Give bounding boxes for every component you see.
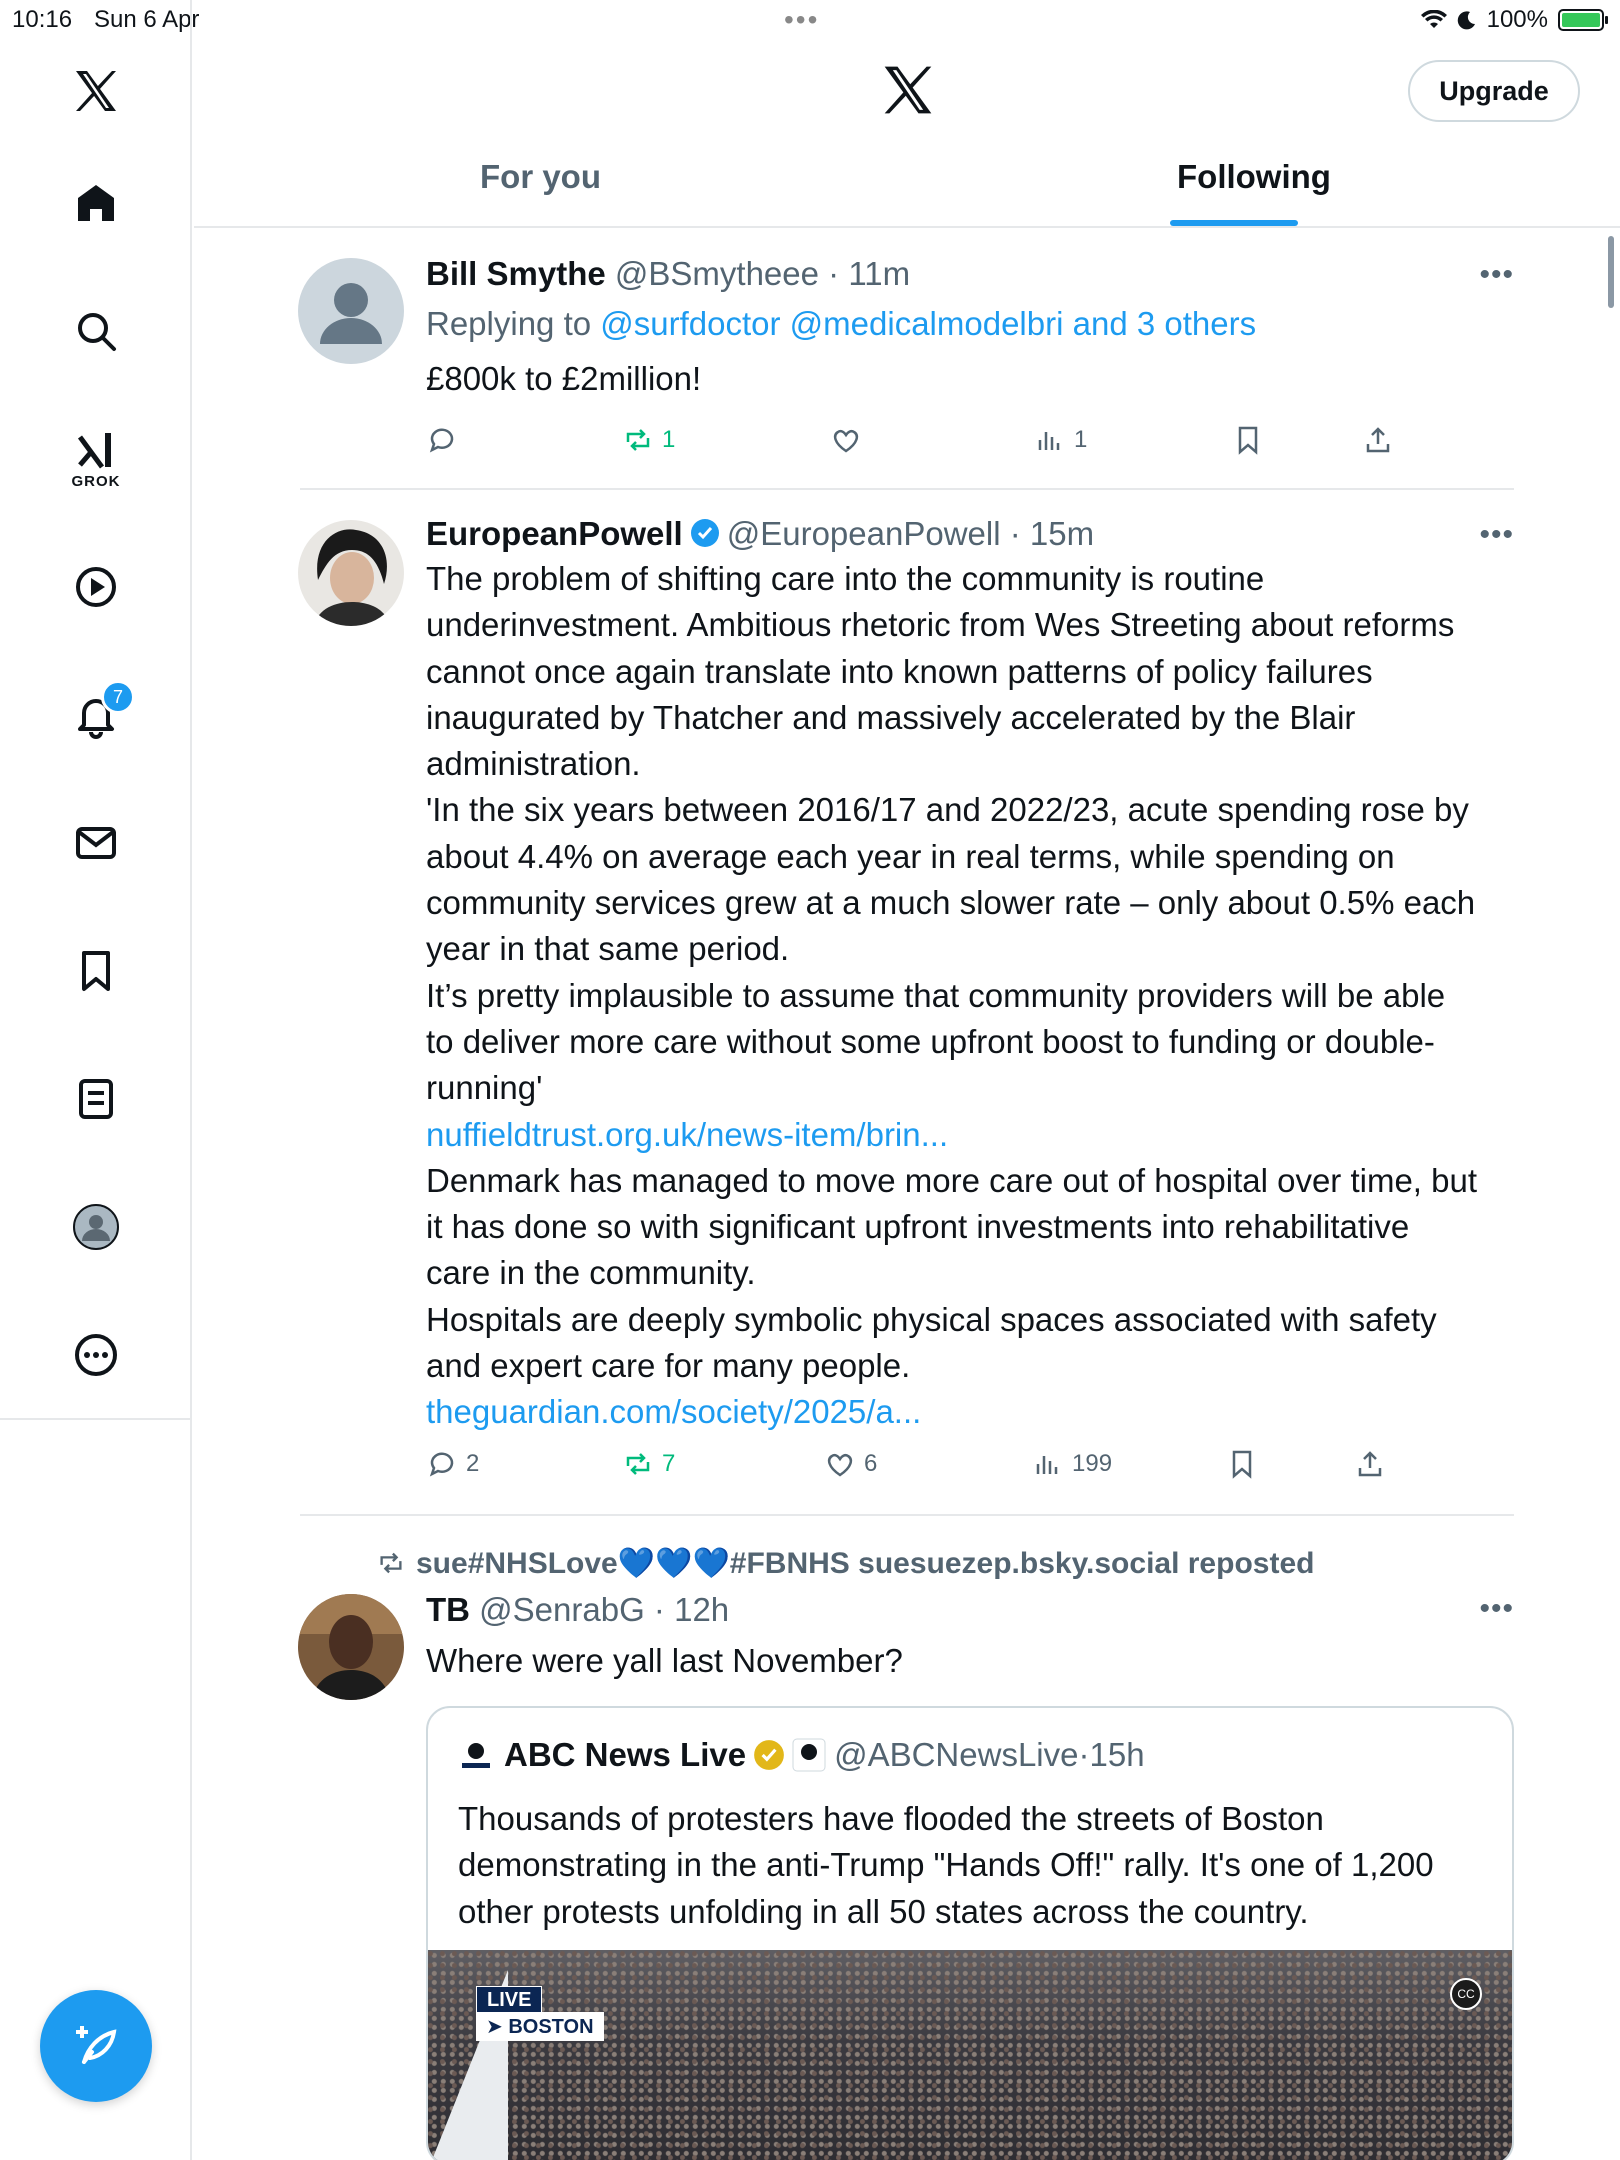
text-line: and expert care for many people. <box>426 1347 911 1385</box>
share-icon <box>1362 424 1394 456</box>
more-icon[interactable] <box>61 1320 131 1390</box>
author-name[interactable]: TB <box>426 1591 470 1628</box>
share-icon <box>1354 1448 1386 1480</box>
text-line: 'In the six years between 2016/17 and 2022/23, acute spending rose by <box>426 791 1469 829</box>
timeline-header <box>194 40 1620 228</box>
repost-icon <box>622 1448 654 1480</box>
repost-button[interactable] <box>622 1448 675 1480</box>
status-indicators <box>1421 6 1604 34</box>
post-meta: Bill Smythe @BSmytheee · 11m <box>426 255 911 292</box>
quote-text <box>458 1796 1488 1935</box>
text-line: inaugurated by Thatcher and massively accelerated by the Blair <box>426 698 1356 736</box>
text-line: to deliver more care without some upfront boost to funding or double- <box>426 1022 1435 1060</box>
avatar[interactable] <box>298 258 404 364</box>
view-count: 199 <box>1072 1450 1113 1477</box>
repost-icon <box>376 1548 406 1578</box>
post-time[interactable]: 15m <box>1029 515 1095 552</box>
more-options-icon[interactable]: ••• <box>1479 258 1514 291</box>
status-time: 10:16 <box>12 6 73 33</box>
views-chart-icon <box>1032 1448 1064 1480</box>
upgrade-button[interactable]: Upgrade <box>1408 60 1580 122</box>
text-line: The problem of shifting care into the community is routine <box>426 560 1265 597</box>
tab-following[interactable]: Following <box>1177 158 1331 195</box>
status-bar <box>0 0 1620 40</box>
repost-count: 7 <box>662 1450 676 1477</box>
heart-icon <box>830 424 862 456</box>
live-badge: LIVE <box>476 1986 542 2015</box>
active-tab-indicator <box>1170 220 1298 226</box>
moon-icon <box>1457 10 1477 30</box>
text-line: other protests unfolding in all 50 states across the country. <box>458 1892 1309 1930</box>
post-time[interactable]: 12h <box>674 1591 730 1628</box>
x-logo-icon <box>880 62 936 123</box>
text-line: community services grew at a much slower rate – only about 0.5% each <box>426 884 1476 922</box>
reply-context <box>426 302 1514 346</box>
battery-icon <box>1558 9 1604 31</box>
grok-icon[interactable] <box>61 416 131 490</box>
text-line: about 4.4% on average each year in real terms, while spending on <box>426 837 1395 875</box>
text-line: administration. <box>426 745 641 783</box>
text-line: running' <box>426 1069 543 1107</box>
views-chart-icon <box>1034 424 1066 456</box>
post-actions <box>426 424 1514 468</box>
abc-news-avatar-icon <box>458 1737 494 1773</box>
quoted-post[interactable] <box>426 1706 1514 2160</box>
bell-icon[interactable] <box>61 680 131 750</box>
post-divider <box>300 488 1514 490</box>
post-bill-smythe[interactable] <box>300 252 1514 472</box>
article-link[interactable]: nuffieldtrust.org.uk/news-item/brin... <box>426 1115 949 1153</box>
reply-prefix: Replying to <box>426 305 592 342</box>
sidebar <box>0 0 192 2160</box>
like-count: 6 <box>864 1450 878 1477</box>
reply-icon <box>426 1448 458 1480</box>
share-button[interactable] <box>1362 424 1394 456</box>
reposted-by[interactable]: sue#NHSLove💙💙💙#FBNHS suesuezep.bsky.social reposted <box>416 1547 1315 1580</box>
location-badge: ➤ BOSTON <box>476 2012 604 2041</box>
share-button[interactable] <box>1354 1448 1386 1480</box>
text-line: year in that same period. <box>426 930 790 968</box>
like-button[interactable] <box>830 424 870 456</box>
grok-label: GROK <box>71 473 121 490</box>
text-line: It’s pretty implausible to assume that community providers will be able <box>426 976 1446 1014</box>
gold-verified-badge-icon <box>752 1738 786 1772</box>
x-logo-icon[interactable] <box>61 56 131 126</box>
quote-author-name[interactable]: ABC News Live <box>504 1736 747 1773</box>
home-icon[interactable] <box>61 168 131 238</box>
text-line: underinvestment. Ambitious rhetoric from Wes Streeting about reforms <box>426 606 1455 644</box>
author-handle[interactable]: @SenrabG <box>479 1591 645 1628</box>
text-line: it has done so with significant upfront investments into rehabilitative <box>426 1208 1410 1246</box>
multitasking-dots-icon[interactable]: ••• <box>784 4 820 35</box>
avatar[interactable] <box>298 520 404 626</box>
author-name[interactable]: Bill Smythe <box>426 255 606 292</box>
quote-author-handle[interactable]: @ABCNewsLive <box>834 1736 1079 1773</box>
scrollbar[interactable] <box>1608 236 1614 308</box>
status-date: Sun 6 Apr <box>94 6 200 33</box>
post-time[interactable]: 11m <box>848 255 911 292</box>
mail-icon[interactable] <box>61 808 131 878</box>
reply-button[interactable] <box>426 1448 479 1480</box>
reply-icon <box>426 424 458 456</box>
post-text <box>426 556 1514 1436</box>
compose-button[interactable] <box>40 1990 152 2102</box>
text-line: Thousands of protesters have flooded the streets of Boston <box>458 1800 1324 1837</box>
bookmark-button[interactable] <box>1232 424 1264 456</box>
text-line: Denmark has managed to move more care out of hospital over time, but <box>426 1161 1478 1199</box>
repost-count: 1 <box>662 426 676 453</box>
views-button[interactable] <box>1032 1448 1112 1480</box>
post-text: £800k to £2million! <box>426 360 702 397</box>
notification-badge: 7 <box>101 680 135 714</box>
avatar[interactable] <box>298 1594 404 1700</box>
text-line: cannot once again translate into known patterns of policy failures <box>426 652 1373 690</box>
battery-percent: 100% <box>1486 6 1548 33</box>
text-line: demonstrating in the anti-Trump "Hands Off!" rally. It's one of 1,200 <box>458 1846 1434 1884</box>
quote-video[interactable] <box>428 1950 1514 2160</box>
bookmark-button[interactable] <box>1226 1448 1258 1480</box>
wifi-icon <box>1421 10 1447 30</box>
quote-meta: ABC News Live @ABCNewsLive · 15h <box>458 1736 1145 1774</box>
repost-context[interactable] <box>376 1542 1314 1586</box>
post-meta: TB @SenrabG · 12h <box>426 1591 730 1628</box>
views-button[interactable] <box>1034 424 1087 456</box>
post-europeanpowell[interactable] <box>300 512 1514 1492</box>
play-icon[interactable] <box>61 552 131 622</box>
list-icon[interactable] <box>61 1064 131 1134</box>
post-divider <box>300 1514 1514 1516</box>
post-meta: EuropeanPowell @EuropeanPowell · 15m <box>426 515 1095 552</box>
post-actions <box>426 1448 1514 1492</box>
view-count: 1 <box>1074 426 1088 453</box>
bookmark-icon <box>1232 424 1264 456</box>
repost-button[interactable] <box>622 424 675 456</box>
bookmark-icon[interactable] <box>61 936 131 1006</box>
more-options-icon[interactable]: ••• <box>1479 518 1514 551</box>
author-handle[interactable]: @EuropeanPowell <box>726 515 1001 552</box>
author-name[interactable]: EuropeanPowell <box>426 515 683 552</box>
text-line: care in the community. <box>426 1254 756 1292</box>
quote-time[interactable]: 15h <box>1089 1736 1145 1773</box>
tab-for-you[interactable]: For you <box>480 158 601 195</box>
verified-badge-icon <box>689 517 721 549</box>
like-button[interactable] <box>824 1448 877 1480</box>
heart-icon <box>824 1448 856 1480</box>
closed-captions-icon[interactable]: CC <box>1450 1978 1482 2010</box>
article-link[interactable]: theguardian.com/society/2025/a... <box>426 1393 922 1431</box>
reply-count: 2 <box>466 1450 480 1477</box>
text-line: Hospitals are deeply symbolic physical spaces associated with safety <box>426 1300 1437 1338</box>
feather-plus-icon <box>70 2020 122 2072</box>
reply-to-users[interactable]: @surfdoctor @medicalmodelbri and 3 others <box>600 305 1257 342</box>
abc-affiliate-badge-icon <box>792 1738 826 1772</box>
bookmark-icon <box>1226 1448 1258 1480</box>
post-text: Where were yall last November? <box>426 1642 903 1679</box>
search-icon[interactable] <box>61 296 131 366</box>
profile-avatar-icon[interactable] <box>61 1192 131 1262</box>
reply-button[interactable] <box>426 424 466 456</box>
more-options-icon[interactable]: ••• <box>1479 1592 1514 1625</box>
sidebar-divider <box>0 1418 192 1420</box>
author-handle[interactable]: @BSmytheee <box>614 255 819 292</box>
repost-icon <box>622 424 654 456</box>
